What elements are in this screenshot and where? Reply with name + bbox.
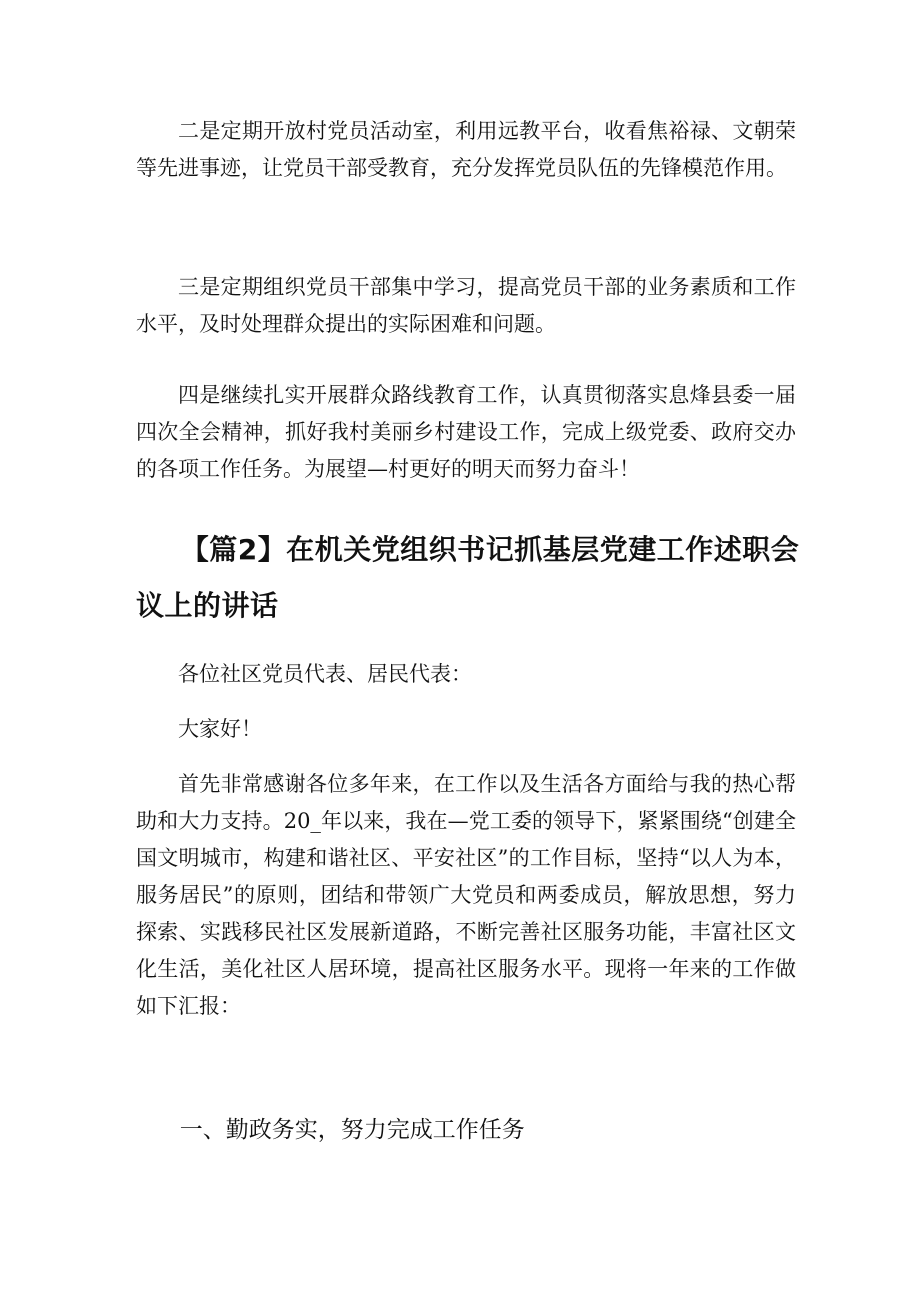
salutation: 各位社区党员代表、居民代表： [178, 662, 472, 686]
subheading-first-section: 一、勤政务实，努力完成工作任务 [179, 1117, 525, 1143]
body-paragraph: 首先非常感谢各位多年来，在工作以及生活各方面给与我的热心帮助和大力支持。20_年以来，我在—党工委的领导下，紧紧围绕“创建全国文明城市，构建和谐社区、平安社区”的工作目标，坚持“以人为本，服务居民”的原则，团结和带领广大党员和两委成员，解放思想，努力探索、实践移民社区发展新道路，不断完善社区服务功能，丰富社区文化生活，美化社区人居环境，提高社区服务水平。现将一年来的工作做如下汇报： [136, 772, 796, 1018]
greeting: 大家好！ [178, 717, 262, 741]
paragraph-third-point: 三是定期组织党员干部集中学习，提高党员干部的业务素质和工作水平，及时处理群众提出的实际困难和问题。 [136, 275, 796, 336]
paragraph-second-point: 二是定期开放村党员活动室，利用远教平台，收看焦裕禄、文朝荣等先进事迹，让党员干部受教育，充分发挥党员队伍的先锋模范作用。 [136, 119, 796, 180]
section-title: 【篇2】在机关党组织书记抓基层党建工作述职会议上的讲话 [136, 533, 800, 622]
paragraph-fourth-point: 四是继续扎实开展群众路线教育工作，认真贯彻落实息烽县委一届四次全会精神，抓好我村美丽乡村建设工作，完成上级党委、政府交办的各项工作任务。为展望—村更好的明天而努力奋斗！ [136, 383, 796, 481]
